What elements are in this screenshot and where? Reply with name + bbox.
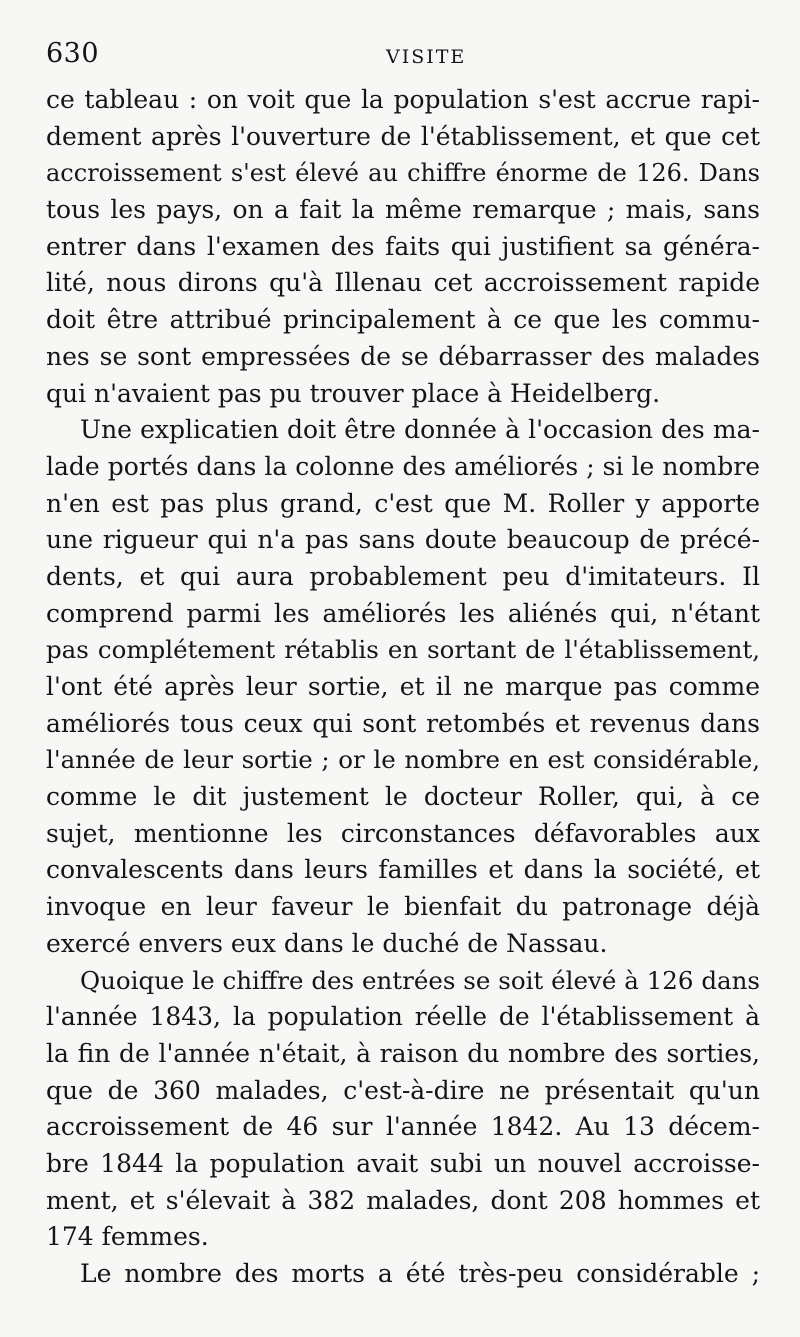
text-line: bre 1844 la population avait subi un nouvel accroisse-	[46, 1148, 760, 1178]
text-line: la fin de l'année n'était, à raison du nombre des sorties,	[46, 1038, 760, 1068]
text-line: convalescents dans leurs familles et dans la société, et	[46, 855, 760, 885]
text-line: lité, nous dirons qu'à Illenau cet accroissement rapide	[46, 268, 760, 298]
page-header	[46, 32, 760, 76]
text-line: dement après l'ouverture de l'établissement, et que cet	[46, 121, 760, 151]
text-line: nes se sont empressées de se débarrasser des malades	[46, 341, 760, 371]
text-line: exercé envers eux dans le duché de Nassau.	[46, 928, 608, 958]
text-line: ment, et s'élevait à 382 malades, dont 208 hommes et	[46, 1185, 760, 1215]
text-line: invoque en leur faveur le bienfait du patronage déjà	[46, 892, 760, 922]
text-line: qui n'avaient pas pu trouver place à Heidelberg.	[46, 378, 661, 408]
text-line: Quoique le chiffre des entrées se soit élevé à 126 dans	[80, 965, 760, 995]
text-line: l'année de leur sortie ; or le nombre en est considérable,	[46, 745, 760, 775]
text-line: Une explicatien doit être donnée à l'occasion des ma-	[80, 415, 760, 445]
text-line: comme le dit justement le docteur Roller, qui, à ce	[46, 782, 760, 812]
text-line: Le nombre des morts a été très-peu considérable ;	[80, 1259, 760, 1288]
text-line: ce tableau : on voit que la population s'est accrue rapi-	[46, 85, 760, 114]
text-line: accroissement de 46 sur l'année 1842. Au 13 décem-	[46, 1112, 760, 1142]
text-line: entrer dans l'examen des faits qui justifient sa généra-	[46, 231, 760, 261]
text-line: dents, et qui aura probablement peu d'imitateurs. Il	[46, 561, 760, 591]
text-line: une rigueur qui n'a pas sans doute beaucoup de précé-	[46, 525, 760, 555]
text-line: que de 360 malades, c'est-à-dire ne présentait qu'un	[46, 1075, 760, 1105]
page-number: 630	[46, 38, 100, 69]
text-line: l'ont été après leur sortie, et il ne marque pas comme	[46, 672, 760, 701]
body-text	[46, 82, 760, 1293]
text-line: 174 femmes.	[46, 1222, 209, 1252]
text-line: tous les pays, on a fait la même remarque ; mais, sans	[46, 195, 760, 225]
text-line: doit être attribué principalement à ce que les commu-	[46, 305, 760, 335]
text-line: comprend parmi les améliorés les aliénés qui, n'étant	[46, 598, 760, 628]
text-line: lade portés dans la colonne des améliorés ; si le nombre	[46, 451, 760, 481]
text-line: améliorés tous ceux qui sont retombés et revenus dans	[46, 708, 760, 738]
running-head: VISITE	[386, 46, 467, 68]
text-line: sujet, mentionne les circonstances défavorables aux	[46, 818, 760, 848]
text-line: accroissement s'est élevé au chiffre énorme de 126. Dans	[46, 159, 760, 188]
text-line: l'année 1843, la population réelle de l'établissement à	[46, 1002, 760, 1032]
text-line: pas complétement rétablis en sortant de l'établissement,	[46, 635, 760, 665]
text-line: n'en est pas plus grand, c'est que M. Roller y apporte	[46, 488, 760, 518]
